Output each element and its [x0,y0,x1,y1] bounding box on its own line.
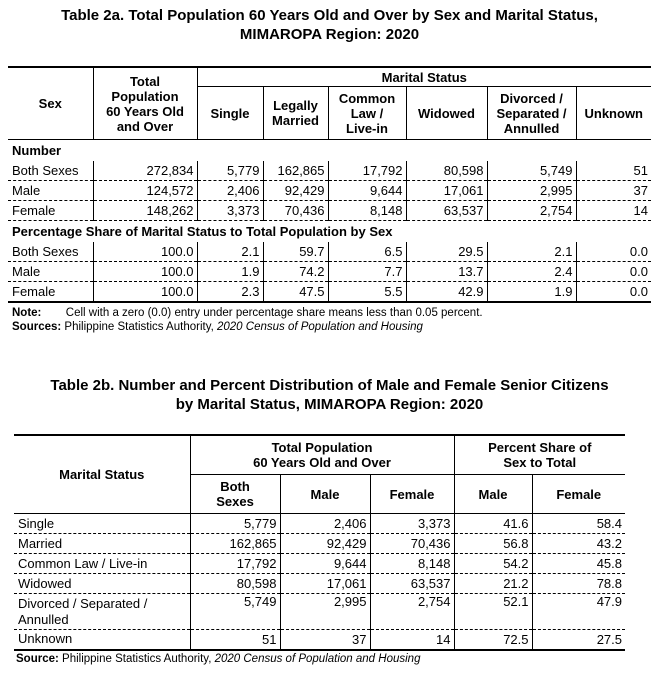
cell-married: 74.2 [263,262,328,282]
cell-female: 3,373 [370,514,454,534]
table-2a-percent-rows [8,242,651,302]
cell-pct_female: 45.8 [532,554,625,574]
table-row [14,534,625,554]
row-label-line2: Annulled [18,611,69,627]
cell-unknown: 0.0 [576,282,651,302]
header-b-total-l2: 60 Years Old and Over [253,455,391,470]
cell-widowed: 13.7 [406,262,487,282]
table-2b-title [0,376,659,414]
cell-male: 2,995 [280,594,370,630]
header-unknown: Unknown [576,87,651,140]
header-total-l1: Total [129,73,161,89]
cell-widowed: 42.9 [406,282,487,302]
cell-female: 8,148 [370,554,454,574]
cell-married: 47.5 [263,282,328,302]
table-row [14,554,625,574]
cell-divorced: 2.1 [487,242,576,262]
table-row [14,630,625,650]
table-row [14,594,625,630]
cell-both: 17,792 [190,554,280,574]
cell-male: 92,429 [280,534,370,554]
table-2a-header-row1 [8,67,651,87]
row-label: Female [8,282,93,302]
table-2b [14,434,625,651]
row-label-line1: Single [18,515,55,531]
cell-total: 148,262 [93,201,197,221]
row-label [14,514,190,534]
cell-pct_female: 47.9 [532,594,625,630]
header-single: Single [197,87,263,140]
table-2a-title [0,6,659,44]
sources-text: Philippine Statistics Authority, [64,321,217,333]
header-sex: Sex [8,67,93,140]
cell-divorced: 2.4 [487,262,576,282]
cell-married: 59.7 [263,242,328,262]
cell-total: 124,572 [93,181,197,201]
header-b-female: Female [370,475,454,514]
cell-both: 5,749 [190,594,280,630]
cell-total: 100.0 [93,282,197,302]
cell-unknown: 14 [576,201,651,221]
cell-single: 3,373 [197,201,263,221]
row-label: Both Sexes [8,242,93,262]
row-label: Male [8,262,93,282]
row-label: Both Sexes [8,161,93,181]
table-2a-title-line2: MIMAROPA Region: 2020 [239,26,420,43]
cell-both: 5,779 [190,514,280,534]
header-b-share [454,435,625,475]
cell-pct_male: 54.2 [454,554,532,574]
table-2b-source [16,652,420,666]
header-total-l3: 60 Years Old [106,103,184,119]
row-label-line1: Common Law / Live-in [18,555,148,571]
row-label: Male [8,181,93,201]
table-row [8,161,651,181]
cell-unknown: 0.0 [576,242,651,262]
cell-common: 17,792 [328,161,406,181]
row-label [14,554,190,574]
header-total-l4: and Over [116,118,174,134]
header-widowed: Widowed [406,87,487,140]
header-divorced-l3: Annulled [503,120,560,136]
cell-both: 51 [190,630,280,650]
row-label-line1: Married [18,535,63,551]
cell-pct_male: 41.6 [454,514,532,534]
row-label: Female [8,201,93,221]
cell-married: 70,436 [263,201,328,221]
cell-female: 70,436 [370,534,454,554]
cell-pct_male: 56.8 [454,534,532,554]
table-row [8,181,651,201]
header-marital-status: Marital Status [197,67,651,87]
sources-italic: 2020 Census of Population and Housing [216,321,423,333]
cell-common: 9,644 [328,181,406,201]
table-row [8,262,651,282]
b-source-text: Philippine Statistics Authority, [62,653,215,665]
sources-label: Sources: [12,321,62,333]
table-2a-title-line1: Table 2a. Total Population 60 Years Old and Over by Sex and Marital Status, [61,7,598,24]
table-2b-header-row1 [14,435,625,475]
section-number-row [8,140,651,161]
header-common-law [328,87,406,140]
cell-pct_male: 72.5 [454,630,532,650]
header-b-pct-female: Female [532,475,625,514]
cell-unknown: 51 [576,161,651,181]
cell-unknown: 0.0 [576,262,651,282]
cell-both: 162,865 [190,534,280,554]
b-source-label: Source: [16,653,59,665]
cell-divorced: 5,749 [487,161,576,181]
cell-widowed: 63,537 [406,201,487,221]
cell-both: 80,598 [190,574,280,594]
cell-female: 14 [370,630,454,650]
header-common-l1: Common [338,90,396,106]
cell-single: 2,406 [197,181,263,201]
row-label-line1: Divorced / Separated / [18,595,148,611]
header-divorced [487,87,576,140]
cell-single: 1.9 [197,262,263,282]
table-row [14,514,625,534]
note-text: Cell with a zero (0.0) entry under percentage share means less than 0.05 percent. [65,307,483,319]
cell-widowed: 17,061 [406,181,487,201]
cell-single: 2.1 [197,242,263,262]
table-2a-note [12,306,483,320]
header-b-marital-status: Marital Status [14,435,190,514]
header-b-both-l2: Sexes [216,494,254,509]
header-b-both-sexes [190,475,280,514]
table-row [8,282,651,302]
row-label [14,534,190,554]
header-b-share-l1: Percent Share of [488,440,592,455]
table-2b-rows [14,514,625,650]
header-b-share-l2: Sex to Total [503,455,577,470]
header-legally-l1: Legally [273,98,318,113]
table-row [8,201,651,221]
row-label-line1: Widowed [18,575,72,591]
cell-married: 162,865 [263,161,328,181]
cell-total: 100.0 [93,262,197,282]
row-label [14,630,190,650]
header-total [93,67,197,140]
table-row [14,574,625,594]
header-common-l3: Live-in [346,120,388,136]
cell-widowed: 29.5 [406,242,487,262]
section-number: Number [12,142,62,158]
header-divorced-l1: Divorced / [500,90,563,106]
cell-divorced: 2,995 [487,181,576,201]
cell-widowed: 80,598 [406,161,487,181]
header-total-l2: Population [111,88,179,104]
cell-single: 2.3 [197,282,263,302]
cell-female: 2,754 [370,594,454,630]
cell-common: 8,148 [328,201,406,221]
header-b-male: Male [280,475,370,514]
header-b-both-l1: Both [220,479,250,494]
cell-common: 6.5 [328,242,406,262]
header-legally-l2: Married [272,113,319,128]
cell-pct_female: 43.2 [532,534,625,554]
cell-male: 9,644 [280,554,370,574]
table-row [8,242,651,262]
table-2b-title-line1: Table 2b. Number and Percent Distribution of Male and Female Senior Citizens [50,377,609,394]
cell-male: 37 [280,630,370,650]
note-label: Note: [12,307,42,319]
header-b-total-l1: Total Population [271,440,373,455]
cell-pct_female: 58.4 [532,514,625,534]
cell-single: 5,779 [197,161,263,181]
cell-total: 272,834 [93,161,197,181]
table-2a [8,66,651,303]
cell-divorced: 1.9 [487,282,576,302]
table-2a-source [12,320,483,334]
table-2a-number-rows [8,161,651,221]
cell-pct_male: 52.1 [454,594,532,630]
cell-unknown: 37 [576,181,651,201]
header-legally-married [263,87,328,140]
header-common-l2: Law / [350,105,384,121]
cell-female: 63,537 [370,574,454,594]
table-2a-notes [12,306,483,334]
cell-total: 100.0 [93,242,197,262]
header-b-total [190,435,454,475]
row-label-line1: Unknown [18,631,73,647]
cell-pct_female: 27.5 [532,630,625,650]
cell-male: 17,061 [280,574,370,594]
section-percent-row [8,221,651,242]
cell-married: 92,429 [263,181,328,201]
row-label [14,594,190,630]
cell-common: 5.5 [328,282,406,302]
cell-pct_female: 78.8 [532,574,625,594]
table-2b-title-line2: by Marital Status, MIMAROPA Region: 2020 [175,396,484,413]
header-divorced-l2: Separated / [496,105,567,121]
header-b-pct-male: Male [454,475,532,514]
cell-pct_male: 21.2 [454,574,532,594]
cell-divorced: 2,754 [487,201,576,221]
row-label [14,574,190,594]
section-percent: Percentage Share of Marital Status to Total Population by Sex [12,223,393,239]
cell-common: 7.7 [328,262,406,282]
b-source-italic: 2020 Census of Population and Housing [214,653,421,665]
cell-male: 2,406 [280,514,370,534]
